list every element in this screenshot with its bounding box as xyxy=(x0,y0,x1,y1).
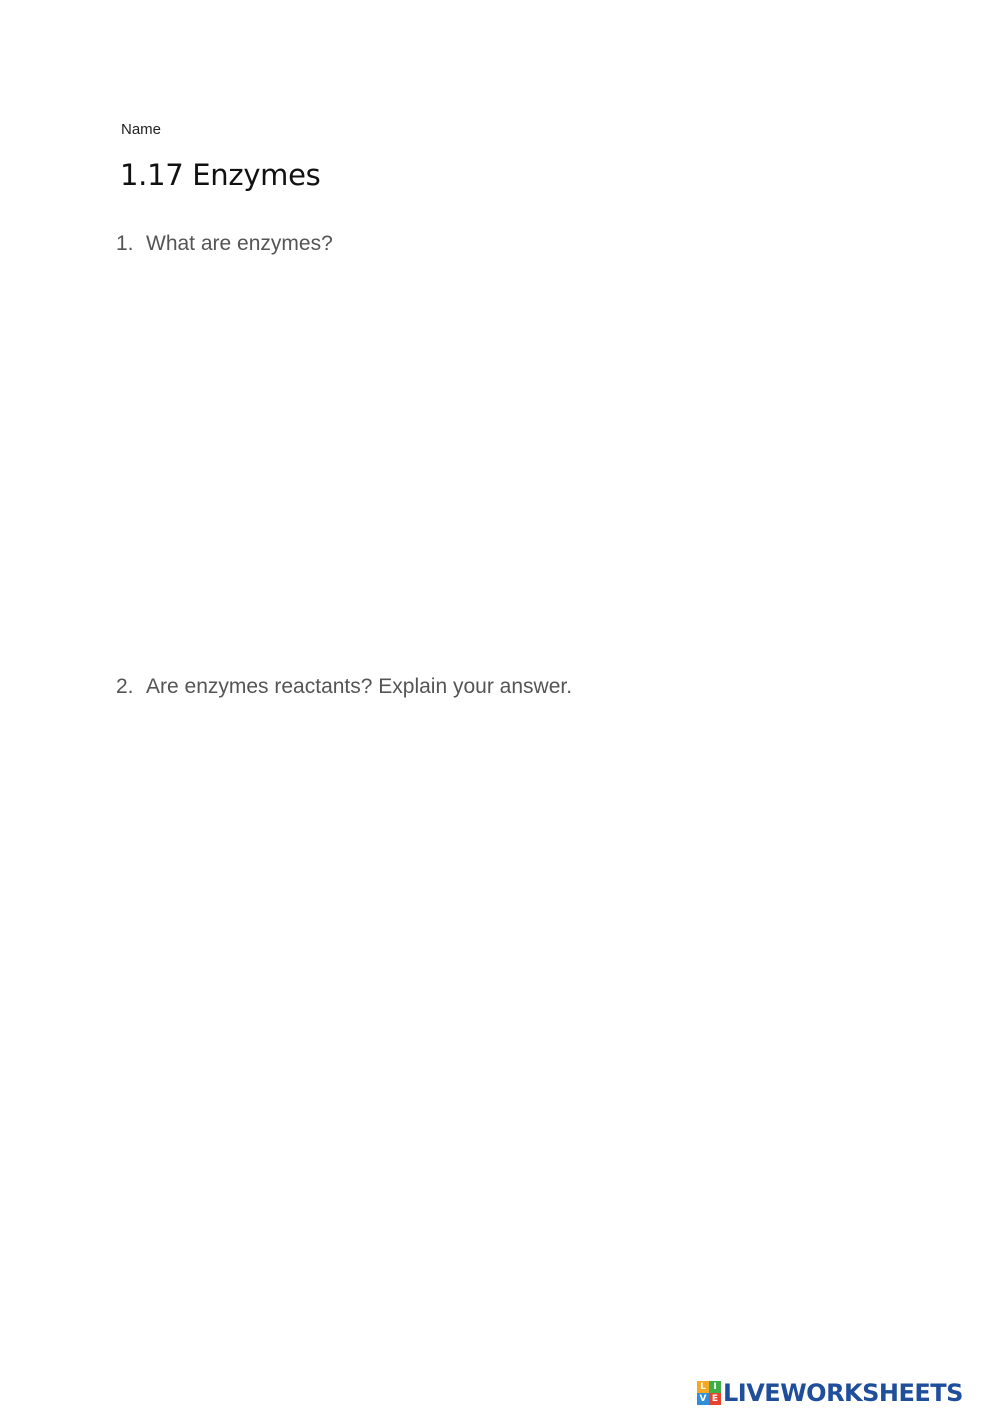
question-1 xyxy=(116,232,333,256)
question-2 xyxy=(116,675,572,699)
name-label: Name xyxy=(121,121,162,138)
logo-text: LIVEWORKSHEETS xyxy=(723,1379,963,1407)
question-number: 1. xyxy=(116,232,134,255)
question-number: 2. xyxy=(116,675,134,698)
liveworksheets-logo xyxy=(697,1379,963,1407)
question-text: Are enzymes reactants? Explain your answer. xyxy=(146,675,573,698)
question-text: What are enzymes? xyxy=(146,232,333,255)
page-title: 1.17 Enzymes xyxy=(120,158,321,192)
liveworksheets-logo-icon: L I V E xyxy=(697,1381,721,1405)
